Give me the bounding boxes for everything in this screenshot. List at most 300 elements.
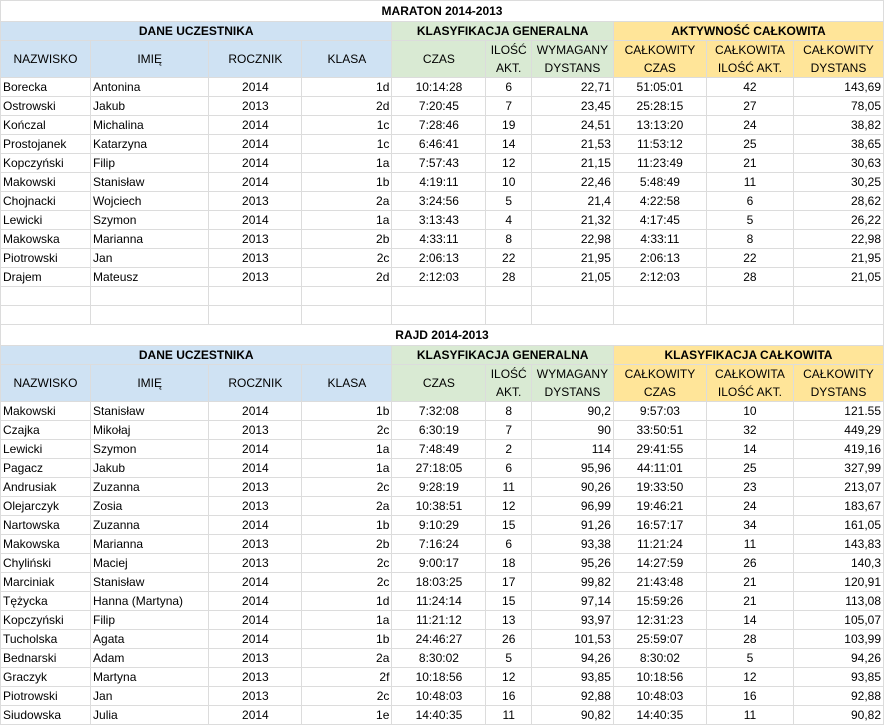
cell-nazwisko[interactable]: Nartowska [1, 516, 91, 535]
cell-calkowity-czas[interactable]: 4:17:45 [613, 211, 706, 230]
cell-calkowita-ilosc[interactable]: 11 [706, 173, 793, 192]
cell-czas[interactable]: 2:12:03 [392, 268, 486, 287]
cell-czas[interactable]: 9:28:19 [392, 478, 486, 497]
cell-czas[interactable]: 10:38:51 [392, 497, 486, 516]
cell-calkowity-czas[interactable]: 4:22:58 [613, 192, 706, 211]
cell-calkowita-ilosc[interactable]: 23 [706, 478, 793, 497]
cell-calkowity-czas[interactable]: 14:27:59 [613, 554, 706, 573]
cell-calkowita-ilosc[interactable]: 12 [706, 668, 793, 687]
cell-klasa[interactable]: 1b [302, 402, 392, 421]
cell-wymagany-dystans[interactable]: 114 [531, 440, 613, 459]
cell-czas[interactable]: 7:20:45 [392, 97, 486, 116]
header-klasa[interactable]: KLASA [302, 365, 392, 402]
header-calkowity-czas[interactable] [613, 365, 706, 402]
cell-imie[interactable]: Agata [91, 630, 209, 649]
cell-imie[interactable]: Katarzyna [91, 135, 209, 154]
cell-wymagany-dystans[interactable]: 24,51 [531, 116, 613, 135]
cell-czas[interactable]: 11:24:14 [392, 592, 486, 611]
cell-rocznik[interactable]: 2014 [209, 402, 302, 421]
cell-ilosc-akt[interactable]: 7 [486, 421, 532, 440]
cell-calkowita-ilosc[interactable]: 24 [706, 497, 793, 516]
cell-calkowita-ilosc[interactable]: 21 [706, 573, 793, 592]
cell-nazwisko[interactable]: Ostrowski [1, 97, 91, 116]
cell-calkowity-dystans[interactable]: 105,07 [793, 611, 883, 630]
cell-imie[interactable]: Julia [91, 706, 209, 725]
cell-ilosc-akt[interactable]: 28 [486, 268, 532, 287]
cell-calkowita-ilosc[interactable]: 25 [706, 459, 793, 478]
cell-calkowita-ilosc[interactable]: 11 [706, 535, 793, 554]
cell-wymagany-dystans[interactable]: 90,82 [531, 706, 613, 725]
cell-imie[interactable]: Mateusz [91, 268, 209, 287]
cell-calkowity-czas[interactable]: 25:28:15 [613, 97, 706, 116]
cell-calkowity-dystans[interactable]: 113,08 [793, 592, 883, 611]
cell-wymagany-dystans[interactable]: 92,88 [531, 687, 613, 706]
cell-calkowita-ilosc[interactable]: 26 [706, 554, 793, 573]
cell-rocznik[interactable]: 2013 [209, 478, 302, 497]
cell-wymagany-dystans[interactable]: 22,71 [531, 78, 613, 97]
cell-czas[interactable]: 9:10:29 [392, 516, 486, 535]
cell-nazwisko[interactable]: Makowska [1, 535, 91, 554]
cell-imie[interactable]: Stanisław [91, 402, 209, 421]
cell-rocznik[interactable]: 2014 [209, 116, 302, 135]
cell-imie[interactable]: Filip [91, 611, 209, 630]
cell-rocznik[interactable]: 2013 [209, 192, 302, 211]
cell-ilosc-akt[interactable]: 2 [486, 440, 532, 459]
cell-klasa[interactable]: 1d [302, 592, 392, 611]
cell-rocznik[interactable]: 2014 [209, 154, 302, 173]
cell-czas[interactable]: 3:24:56 [392, 192, 486, 211]
cell-imie[interactable]: Jan [91, 687, 209, 706]
cell-czas[interactable]: 9:00:17 [392, 554, 486, 573]
cell-czas[interactable]: 4:19:11 [392, 173, 486, 192]
header-imie[interactable]: IMIĘ [91, 41, 209, 78]
cell-imie[interactable]: Antonina [91, 78, 209, 97]
cell-nazwisko[interactable]: Drajem [1, 268, 91, 287]
cell-czas[interactable]: 7:32:08 [392, 402, 486, 421]
cell-calkowity-dystans[interactable]: 92,88 [793, 687, 883, 706]
header-calkowity-czas[interactable] [613, 41, 706, 78]
cell-nazwisko[interactable]: Kopczyński [1, 154, 91, 173]
cell-calkowity-dystans[interactable]: 30,25 [793, 173, 883, 192]
cell-klasa[interactable]: 1b [302, 630, 392, 649]
cell-calkowity-dystans[interactable]: 38,65 [793, 135, 883, 154]
cell-wymagany-dystans[interactable]: 21,53 [531, 135, 613, 154]
cell-ilosc-akt[interactable]: 13 [486, 611, 532, 630]
cell-imie[interactable]: Szymon [91, 211, 209, 230]
cell-nazwisko[interactable]: Prostojanek [1, 135, 91, 154]
cell-nazwisko[interactable]: Makowski [1, 173, 91, 192]
empty-cell[interactable] [613, 287, 706, 306]
cell-czas[interactable]: 2:06:13 [392, 249, 486, 268]
cell-ilosc-akt[interactable]: 11 [486, 478, 532, 497]
cell-imie[interactable]: Maciej [91, 554, 209, 573]
header-czas[interactable]: CZAS [392, 41, 486, 78]
cell-calkowita-ilosc[interactable]: 10 [706, 402, 793, 421]
cell-calkowita-ilosc[interactable]: 28 [706, 630, 793, 649]
empty-cell[interactable] [486, 287, 532, 306]
empty-cell[interactable] [1, 306, 91, 325]
cell-klasa[interactable]: 1c [302, 135, 392, 154]
cell-klasa[interactable]: 2a [302, 649, 392, 668]
cell-nazwisko[interactable]: Piotrowski [1, 687, 91, 706]
cell-klasa[interactable]: 2b [302, 230, 392, 249]
cell-rocznik[interactable]: 2013 [209, 687, 302, 706]
cell-calkowity-czas[interactable]: 14:40:35 [613, 706, 706, 725]
cell-calkowity-czas[interactable]: 29:41:55 [613, 440, 706, 459]
cell-calkowity-czas[interactable]: 11:21:24 [613, 535, 706, 554]
cell-klasa[interactable]: 2d [302, 97, 392, 116]
cell-calkowity-dystans[interactable]: 38,82 [793, 116, 883, 135]
header-ilosc-akt[interactable] [486, 41, 532, 78]
cell-imie[interactable]: Jakub [91, 97, 209, 116]
cell-imie[interactable]: Jan [91, 249, 209, 268]
cell-ilosc-akt[interactable]: 10 [486, 173, 532, 192]
cell-rocznik[interactable]: 2013 [209, 668, 302, 687]
cell-czas[interactable]: 3:13:43 [392, 211, 486, 230]
cell-calkowity-czas[interactable]: 44:11:01 [613, 459, 706, 478]
cell-imie[interactable]: Marianna [91, 535, 209, 554]
cell-wymagany-dystans[interactable]: 22,98 [531, 230, 613, 249]
cell-klasa[interactable]: 1a [302, 611, 392, 630]
cell-calkowity-dystans[interactable]: 28,62 [793, 192, 883, 211]
cell-imie[interactable]: Jakub [91, 459, 209, 478]
cell-nazwisko[interactable]: Makowska [1, 230, 91, 249]
cell-calkowity-czas[interactable]: 2:12:03 [613, 268, 706, 287]
cell-wymagany-dystans[interactable]: 95,96 [531, 459, 613, 478]
cell-ilosc-akt[interactable]: 6 [486, 459, 532, 478]
cell-klasa[interactable]: 2c [302, 478, 392, 497]
cell-klasa[interactable]: 2b [302, 535, 392, 554]
cell-calkowity-czas[interactable]: 11:23:49 [613, 154, 706, 173]
cell-wymagany-dystans[interactable]: 21,4 [531, 192, 613, 211]
cell-klasa[interactable]: 2d [302, 268, 392, 287]
cell-calkowity-dystans[interactable]: 449,29 [793, 421, 883, 440]
cell-czas[interactable]: 4:33:11 [392, 230, 486, 249]
cell-ilosc-akt[interactable]: 8 [486, 402, 532, 421]
cell-calkowita-ilosc[interactable]: 42 [706, 78, 793, 97]
cell-calkowity-dystans[interactable]: 93,85 [793, 668, 883, 687]
cell-imie[interactable]: Adam [91, 649, 209, 668]
cell-ilosc-akt[interactable]: 6 [486, 78, 532, 97]
cell-wymagany-dystans[interactable]: 21,05 [531, 268, 613, 287]
cell-imie[interactable]: Szymon [91, 440, 209, 459]
empty-cell[interactable] [209, 287, 302, 306]
empty-cell[interactable] [706, 287, 793, 306]
cell-imie[interactable]: Michalina [91, 116, 209, 135]
cell-calkowity-dystans[interactable]: 183,67 [793, 497, 883, 516]
cell-rocznik[interactable]: 2014 [209, 611, 302, 630]
cell-ilosc-akt[interactable]: 19 [486, 116, 532, 135]
cell-calkowity-czas[interactable]: 11:53:12 [613, 135, 706, 154]
cell-nazwisko[interactable]: Chojnacki [1, 192, 91, 211]
cell-calkowita-ilosc[interactable]: 16 [706, 687, 793, 706]
cell-rocznik[interactable]: 2014 [209, 630, 302, 649]
cell-calkowity-czas[interactable]: 10:48:03 [613, 687, 706, 706]
empty-cell[interactable] [91, 306, 209, 325]
empty-cell[interactable] [531, 306, 613, 325]
cell-ilosc-akt[interactable]: 16 [486, 687, 532, 706]
empty-cell[interactable] [302, 287, 392, 306]
cell-ilosc-akt[interactable]: 15 [486, 592, 532, 611]
cell-wymagany-dystans[interactable]: 21,15 [531, 154, 613, 173]
cell-czas[interactable]: 6:46:41 [392, 135, 486, 154]
cell-rocznik[interactable]: 2013 [209, 421, 302, 440]
header-nazwisko[interactable]: NAZWISKO [1, 365, 91, 402]
cell-calkowita-ilosc[interactable]: 34 [706, 516, 793, 535]
cell-ilosc-akt[interactable]: 7 [486, 97, 532, 116]
cell-rocznik[interactable]: 2014 [209, 78, 302, 97]
cell-calkowity-dystans[interactable]: 143,69 [793, 78, 883, 97]
cell-ilosc-akt[interactable]: 6 [486, 535, 532, 554]
empty-cell[interactable] [91, 287, 209, 306]
cell-klasa[interactable]: 1a [302, 440, 392, 459]
cell-imie[interactable]: Zuzanna [91, 516, 209, 535]
cell-calkowity-czas[interactable]: 12:31:23 [613, 611, 706, 630]
cell-rocznik[interactable]: 2014 [209, 573, 302, 592]
header-nazwisko[interactable]: NAZWISKO [1, 41, 91, 78]
empty-cell[interactable] [1, 287, 91, 306]
cell-calkowity-dystans[interactable]: 327,99 [793, 459, 883, 478]
cell-calkowita-ilosc[interactable]: 5 [706, 649, 793, 668]
empty-cell[interactable] [613, 306, 706, 325]
cell-nazwisko[interactable]: Siudowska [1, 706, 91, 725]
cell-wymagany-dystans[interactable]: 23,45 [531, 97, 613, 116]
header-wymagany-dystans[interactable] [531, 41, 613, 78]
cell-klasa[interactable]: 2c [302, 554, 392, 573]
cell-klasa[interactable]: 1a [302, 459, 392, 478]
cell-calkowity-czas[interactable]: 5:48:49 [613, 173, 706, 192]
cell-rocznik[interactable]: 2014 [209, 173, 302, 192]
cell-wymagany-dystans[interactable]: 21,95 [531, 249, 613, 268]
cell-czas[interactable]: 18:03:25 [392, 573, 486, 592]
cell-calkowity-czas[interactable]: 10:18:56 [613, 668, 706, 687]
cell-wymagany-dystans[interactable]: 21,32 [531, 211, 613, 230]
cell-rocznik[interactable]: 2014 [209, 211, 302, 230]
cell-calkowity-czas[interactable]: 19:46:21 [613, 497, 706, 516]
cell-calkowity-dystans[interactable]: 21,05 [793, 268, 883, 287]
cell-wymagany-dystans[interactable]: 101,53 [531, 630, 613, 649]
cell-nazwisko[interactable]: Piotrowski [1, 249, 91, 268]
cell-rocznik[interactable]: 2014 [209, 440, 302, 459]
cell-calkowity-dystans[interactable]: 26,22 [793, 211, 883, 230]
cell-calkowity-dystans[interactable]: 143,83 [793, 535, 883, 554]
cell-calkowity-czas[interactable]: 13:13:20 [613, 116, 706, 135]
cell-rocznik[interactable]: 2014 [209, 516, 302, 535]
cell-rocznik[interactable]: 2014 [209, 706, 302, 725]
cell-rocznik[interactable]: 2013 [209, 97, 302, 116]
cell-calkowity-dystans[interactable]: 121.55 [793, 402, 883, 421]
cell-calkowity-czas[interactable]: 33:50:51 [613, 421, 706, 440]
cell-calkowity-dystans[interactable]: 90,82 [793, 706, 883, 725]
cell-calkowity-czas[interactable]: 2:06:13 [613, 249, 706, 268]
cell-wymagany-dystans[interactable]: 93,97 [531, 611, 613, 630]
cell-ilosc-akt[interactable]: 5 [486, 649, 532, 668]
empty-cell[interactable] [531, 287, 613, 306]
header-calkowity-dystans[interactable] [793, 41, 883, 78]
cell-calkowita-ilosc[interactable]: 25 [706, 135, 793, 154]
cell-calkowita-ilosc[interactable]: 28 [706, 268, 793, 287]
cell-wymagany-dystans[interactable]: 90,26 [531, 478, 613, 497]
cell-imie[interactable]: Wojciech [91, 192, 209, 211]
cell-czas[interactable]: 10:18:56 [392, 668, 486, 687]
cell-wymagany-dystans[interactable]: 93,85 [531, 668, 613, 687]
cell-wymagany-dystans[interactable]: 97,14 [531, 592, 613, 611]
header-ilosc-akt[interactable] [486, 365, 532, 402]
cell-czas[interactable]: 7:16:24 [392, 535, 486, 554]
cell-ilosc-akt[interactable]: 26 [486, 630, 532, 649]
cell-ilosc-akt[interactable]: 12 [486, 497, 532, 516]
cell-calkowity-czas[interactable]: 4:33:11 [613, 230, 706, 249]
empty-cell[interactable] [302, 306, 392, 325]
cell-rocznik[interactable]: 2013 [209, 554, 302, 573]
cell-rocznik[interactable]: 2013 [209, 268, 302, 287]
cell-wymagany-dystans[interactable]: 91,26 [531, 516, 613, 535]
cell-rocznik[interactable]: 2014 [209, 459, 302, 478]
cell-ilosc-akt[interactable]: 8 [486, 230, 532, 249]
cell-wymagany-dystans[interactable]: 95,26 [531, 554, 613, 573]
header-imie[interactable]: IMIĘ [91, 365, 209, 402]
cell-czas[interactable]: 24:46:27 [392, 630, 486, 649]
cell-imie[interactable]: Filip [91, 154, 209, 173]
cell-calkowita-ilosc[interactable]: 6 [706, 192, 793, 211]
cell-klasa[interactable]: 2c [302, 421, 392, 440]
cell-calkowity-dystans[interactable]: 78,05 [793, 97, 883, 116]
cell-wymagany-dystans[interactable]: 94,26 [531, 649, 613, 668]
cell-calkowita-ilosc[interactable]: 24 [706, 116, 793, 135]
cell-imie[interactable]: Marianna [91, 230, 209, 249]
cell-calkowity-czas[interactable]: 19:33:50 [613, 478, 706, 497]
header-calkowity-dystans[interactable] [793, 365, 883, 402]
cell-calkowity-czas[interactable]: 21:43:48 [613, 573, 706, 592]
empty-cell[interactable] [209, 306, 302, 325]
cell-nazwisko[interactable]: Borecka [1, 78, 91, 97]
cell-calkowity-dystans[interactable]: 140,3 [793, 554, 883, 573]
cell-nazwisko[interactable]: Graczyk [1, 668, 91, 687]
cell-nazwisko[interactable]: Tężycka [1, 592, 91, 611]
cell-calkowity-dystans[interactable]: 161,05 [793, 516, 883, 535]
cell-czas[interactable]: 27:18:05 [392, 459, 486, 478]
cell-wymagany-dystans[interactable]: 99,82 [531, 573, 613, 592]
cell-czas[interactable]: 7:48:49 [392, 440, 486, 459]
cell-ilosc-akt[interactable]: 14 [486, 135, 532, 154]
cell-ilosc-akt[interactable]: 11 [486, 706, 532, 725]
cell-nazwisko[interactable]: Kończal [1, 116, 91, 135]
cell-nazwisko[interactable]: Tucholska [1, 630, 91, 649]
cell-calkowita-ilosc[interactable]: 8 [706, 230, 793, 249]
cell-wymagany-dystans[interactable]: 90 [531, 421, 613, 440]
cell-imie[interactable]: Hanna (Martyna) [91, 592, 209, 611]
cell-calkowity-dystans[interactable]: 22,98 [793, 230, 883, 249]
empty-cell[interactable] [793, 287, 883, 306]
cell-czas[interactable]: 10:14:28 [392, 78, 486, 97]
cell-calkowity-dystans[interactable]: 213,07 [793, 478, 883, 497]
cell-czas[interactable]: 7:28:46 [392, 116, 486, 135]
cell-czas[interactable]: 14:40:35 [392, 706, 486, 725]
cell-klasa[interactable]: 1b [302, 516, 392, 535]
cell-calkowity-czas[interactable]: 16:57:17 [613, 516, 706, 535]
empty-cell[interactable] [486, 306, 532, 325]
cell-calkowity-czas[interactable]: 51:05:01 [613, 78, 706, 97]
cell-ilosc-akt[interactable]: 12 [486, 668, 532, 687]
cell-nazwisko[interactable]: Bednarski [1, 649, 91, 668]
cell-calkowita-ilosc[interactable]: 22 [706, 249, 793, 268]
cell-ilosc-akt[interactable]: 5 [486, 192, 532, 211]
cell-nazwisko[interactable]: Andrusiak [1, 478, 91, 497]
cell-calkowita-ilosc[interactable]: 11 [706, 706, 793, 725]
cell-calkowity-dystans[interactable]: 21,95 [793, 249, 883, 268]
cell-calkowita-ilosc[interactable]: 5 [706, 211, 793, 230]
cell-wymagany-dystans[interactable]: 93,38 [531, 535, 613, 554]
cell-calkowita-ilosc[interactable]: 21 [706, 154, 793, 173]
cell-czas[interactable]: 10:48:03 [392, 687, 486, 706]
cell-calkowity-dystans[interactable]: 120,91 [793, 573, 883, 592]
cell-czas[interactable]: 7:57:43 [392, 154, 486, 173]
cell-ilosc-akt[interactable]: 15 [486, 516, 532, 535]
cell-czas[interactable]: 6:30:19 [392, 421, 486, 440]
cell-klasa[interactable]: 2c [302, 687, 392, 706]
cell-imie[interactable]: Stanisław [91, 173, 209, 192]
header-calkowita-ilosc[interactable] [706, 41, 793, 78]
cell-ilosc-akt[interactable]: 22 [486, 249, 532, 268]
empty-cell[interactable] [392, 287, 486, 306]
cell-klasa[interactable]: 1b [302, 173, 392, 192]
header-klasa[interactable]: KLASA [302, 41, 392, 78]
cell-nazwisko[interactable]: Olejarczyk [1, 497, 91, 516]
cell-calkowity-czas[interactable]: 9:57:03 [613, 402, 706, 421]
cell-calkowity-dystans[interactable]: 103,99 [793, 630, 883, 649]
cell-nazwisko[interactable]: Chyliński [1, 554, 91, 573]
header-calkowita-ilosc[interactable] [706, 365, 793, 402]
cell-klasa[interactable]: 2c [302, 249, 392, 268]
empty-cell[interactable] [706, 306, 793, 325]
cell-rocznik[interactable]: 2014 [209, 135, 302, 154]
header-rocznik[interactable]: ROCZNIK [209, 41, 302, 78]
cell-calkowita-ilosc[interactable]: 14 [706, 440, 793, 459]
empty-cell[interactable] [392, 306, 486, 325]
cell-klasa[interactable]: 1e [302, 706, 392, 725]
cell-imie[interactable]: Stanisław [91, 573, 209, 592]
header-rocznik[interactable]: ROCZNIK [209, 365, 302, 402]
cell-klasa[interactable]: 1d [302, 78, 392, 97]
cell-nazwisko[interactable]: Kopczyński [1, 611, 91, 630]
cell-rocznik[interactable]: 2013 [209, 649, 302, 668]
cell-calkowita-ilosc[interactable]: 14 [706, 611, 793, 630]
cell-calkowita-ilosc[interactable]: 27 [706, 97, 793, 116]
cell-nazwisko[interactable]: Lewicki [1, 211, 91, 230]
cell-rocznik[interactable]: 2013 [209, 249, 302, 268]
cell-nazwisko[interactable]: Pagacz [1, 459, 91, 478]
cell-klasa[interactable]: 1a [302, 154, 392, 173]
cell-klasa[interactable]: 2a [302, 497, 392, 516]
cell-rocznik[interactable]: 2014 [209, 592, 302, 611]
cell-ilosc-akt[interactable]: 12 [486, 154, 532, 173]
cell-calkowity-czas[interactable]: 8:30:02 [613, 649, 706, 668]
cell-czas[interactable]: 8:30:02 [392, 649, 486, 668]
cell-imie[interactable]: Martyna [91, 668, 209, 687]
cell-klasa[interactable]: 2f [302, 668, 392, 687]
cell-nazwisko[interactable]: Makowski [1, 402, 91, 421]
empty-cell[interactable] [793, 306, 883, 325]
cell-ilosc-akt[interactable]: 4 [486, 211, 532, 230]
cell-calkowity-czas[interactable]: 25:59:07 [613, 630, 706, 649]
cell-calkowita-ilosc[interactable]: 32 [706, 421, 793, 440]
cell-rocznik[interactable]: 2013 [209, 230, 302, 249]
cell-calkowity-dystans[interactable]: 30,63 [793, 154, 883, 173]
cell-klasa[interactable]: 2c [302, 573, 392, 592]
cell-calkowita-ilosc[interactable]: 21 [706, 592, 793, 611]
cell-calkowity-czas[interactable]: 15:59:26 [613, 592, 706, 611]
cell-wymagany-dystans[interactable]: 96,99 [531, 497, 613, 516]
